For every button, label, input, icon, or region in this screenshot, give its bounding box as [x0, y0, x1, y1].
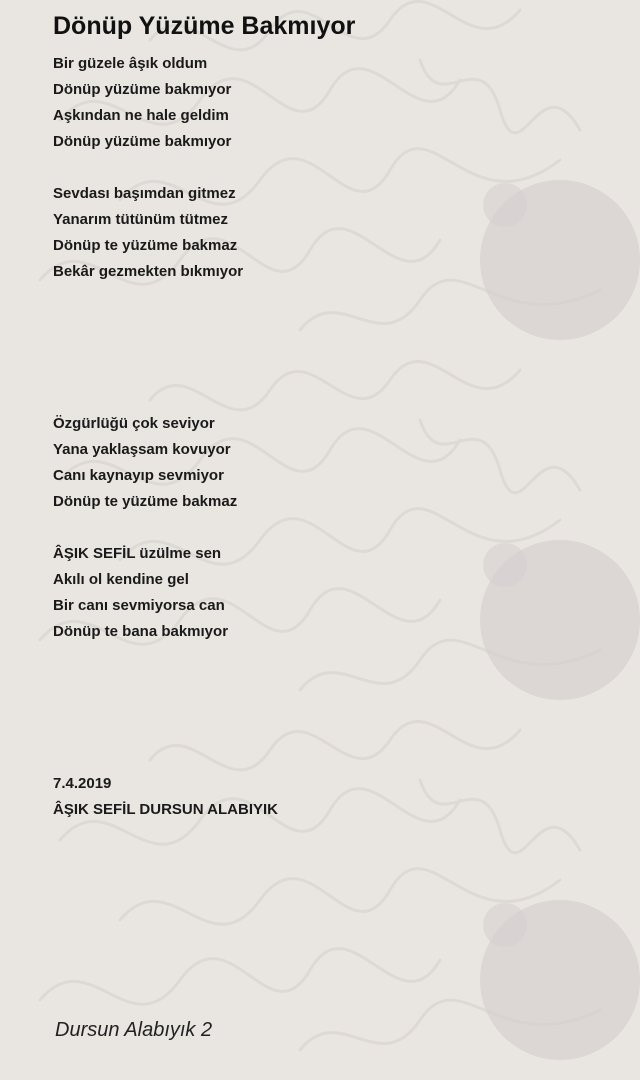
- stanza-4: [53, 541, 228, 645]
- poem-date: 7.4.2019: [53, 775, 112, 792]
- poem-line: Özgürlüğü çok seviyor: [53, 415, 215, 432]
- poem-line: Bir canı sevmiyorsa can: [53, 597, 225, 614]
- poem-line: Dönüp yüzüme bakmıyor: [53, 133, 232, 150]
- poem-line: ÂŞIK SEFİL üzülme sen: [53, 545, 222, 562]
- poem-line: Dönüp te yüzüme bakmaz: [53, 237, 238, 254]
- poem-title: Dönüp Yüzüme Bakmıyor: [53, 12, 356, 40]
- poem-line: Canı kaynayıp sevmiyor: [53, 467, 224, 484]
- poem-author: ÂŞIK SEFİL DURSUN ALABIYIK: [53, 801, 279, 818]
- poem-line: Dönüp te yüzüme bakmaz: [53, 493, 238, 510]
- poem-line: Bir güzele âşık oldum: [53, 55, 208, 72]
- poem-line: Akılı ol kendine gel: [53, 571, 189, 588]
- poem-line: Dönüp yüzüme bakmıyor: [53, 81, 232, 98]
- poem-line: Yana yaklaşsam kovuyor: [53, 441, 231, 458]
- stanza-1: [53, 51, 231, 155]
- stanza-2: [53, 181, 243, 285]
- poem-line: Aşkından ne hale geldim: [53, 107, 229, 124]
- signature: Dursun Alabıyık 2: [55, 1019, 213, 1041]
- stanza-3: [53, 411, 237, 515]
- poem-line: Bekâr gezmekten bıkmıyor: [53, 263, 244, 280]
- poem-line: Sevdası başımdan gitmez: [53, 185, 236, 202]
- poem-line: Dönüp te bana bakmıyor: [53, 623, 229, 640]
- poem-line: Yanarım tütünüm tütmez: [53, 211, 229, 228]
- poem-footer: [53, 771, 278, 823]
